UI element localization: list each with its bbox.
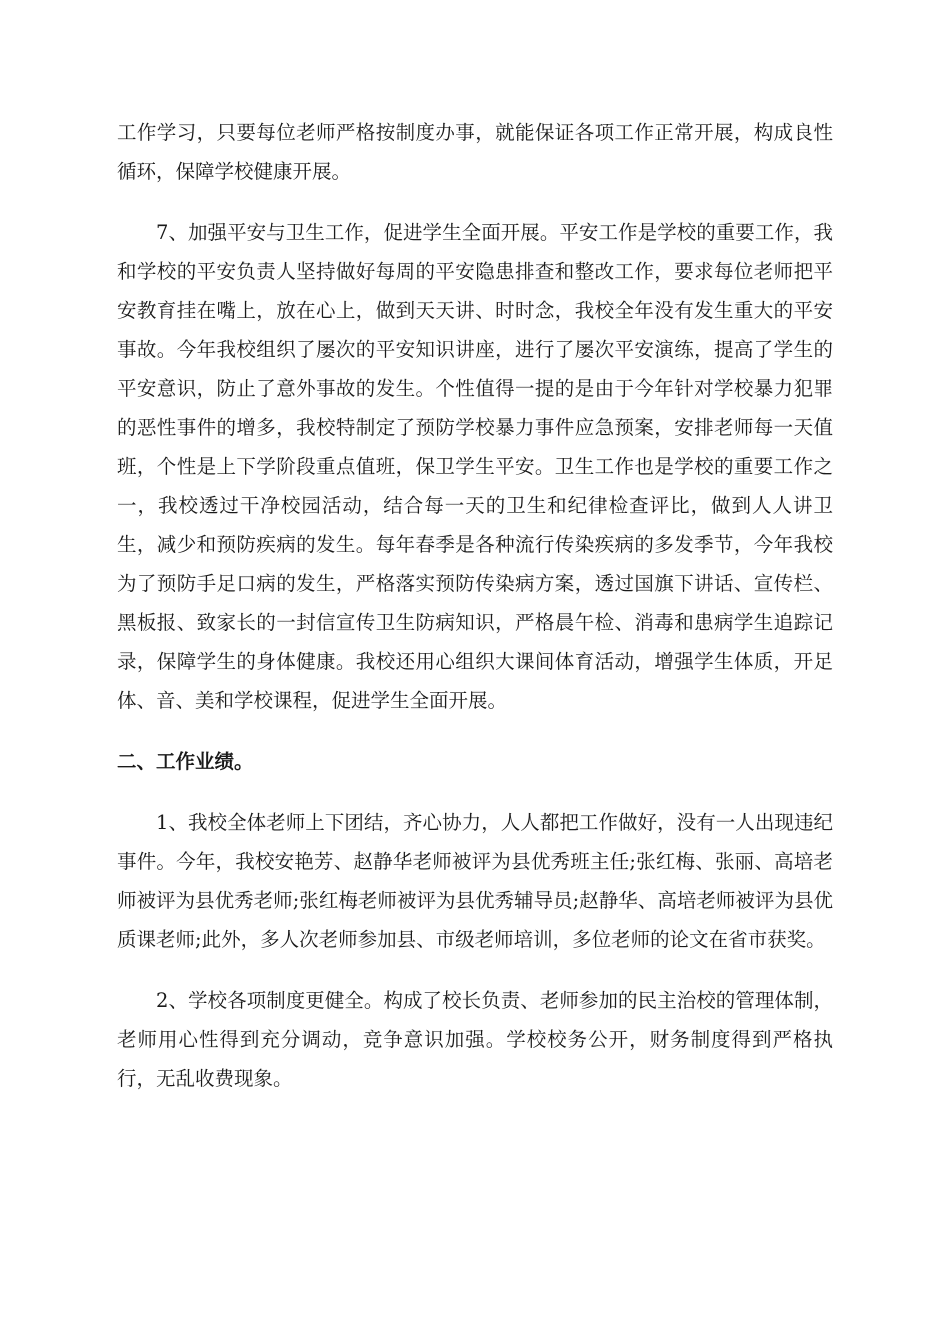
paragraph-school-system: 2、学校各项制度更健全。构成了校长负责、老师参加的民主治校的管理体制，老师用心性得到充分调动，竞争意识加强。学校校务公开，财务制度得到严格执行，无乱收费现象。 xyxy=(117,989,833,1090)
document-body xyxy=(117,113,833,1098)
paragraph-teacher-awards: 1、我校全体老师上下团结，齐心协力，人人都把工作做好，没有一人出现违纪事件。今年，我校安艳芳、赵静华老师被评为县优秀班主任;张红梅、张丽、高培老师被评为县优秀老师;张红梅老师被评为县优秀辅导员;赵静华、高培老师被评为县优质课老师;此外，多人次老师参加县、市级老师培训，多位老师的论文在省市获奖。 xyxy=(117,811,833,951)
paragraph-intro-continued: 工作学习，只要每位老师严格按制度办事，就能保证各项工作正常开展，构成良性循环，保障学校健康开展。 xyxy=(117,121,833,183)
paragraph-safety-hygiene: 7、加强平安与卫生工作，促进学生全面开展。平安工作是学校的重要工作，我和学校的平安负责人坚持做好每周的平安隐患排查和整改工作，要求每位老师把平安教育挂在嘴上，放在心上，做到天天讲、时时念，我校全年没有发生重大的平安事故。今年我校组织了屡次的平安知识讲座，进行了屡次平安演练，提高了学生的平安意识，防止了意外事故的发生。个性值得一提的是由于今年针对学校暴力犯罪的恶性事件的增多，我校特制定了预防学校暴力事件应急预案，安排老师每一天值班，个性是上下学阶段重点值班，保卫学生平安。卫生工作也是学校的重要工作之一，我校透过干净校园活动，结合每一天的卫生和纪律检查评比，做到人人讲卫生，减少和预防疾病的发生。每年春季是各种流行传染疾病的多发季节，今年我校为了预防手足口病的发生，严格落实预防传染病方案，透过国旗下讲话、宣传栏、黑板报、致家长的一封信宣传卫生防病知识，严格晨午检、消毒和患病学生追踪记录，保障学生的身体健康。我校还用心组织大课间体育活动，增强学生体质，开足体、音、美和学校课程，促进学生全面开展。 xyxy=(117,221,833,712)
section-heading-achievements: 二、工作业绩。 xyxy=(117,750,254,773)
